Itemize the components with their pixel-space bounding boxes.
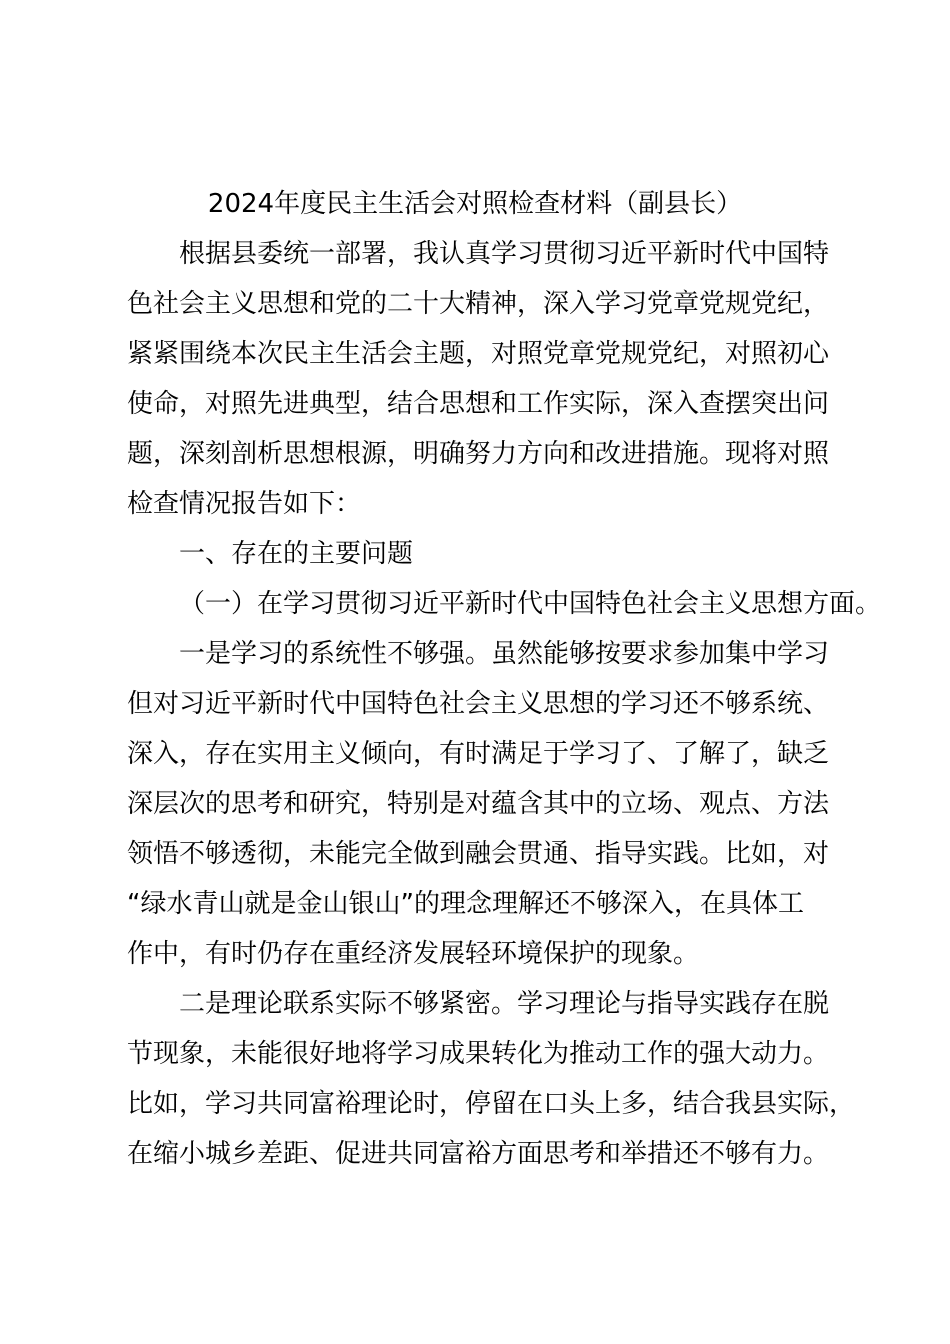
paragraph-line: 二是理论联系实际不够紧密。学习理论与指导实践存在脱 [179,989,830,1019]
paragraph-line: 使命，对照先进典型，结合思想和工作实际，深入查摆突出问 [127,389,830,419]
section-heading: 一、存在的主要问题 [179,539,414,569]
paragraph-line: 深入，存在实用主义倾向，有时满足于学习了、了解了，缺乏 [127,739,830,769]
subsection-heading: （一）在学习贯彻习近平新时代中国特色社会主义思想方面。 [179,589,882,619]
paragraph-line: 在缩小城乡差距、促进共同富裕方面思考和举措还不够有力。 [127,1139,830,1169]
paragraph-line: 但对习近平新时代中国特色社会主义思想的学习还不够系统、 [127,689,830,719]
paragraph-line: 领悟不够透彻，未能完全做到融会贯通、指导实践。比如，对 [127,839,830,869]
paragraph-line: “绿水青山就是金山银山”的理念理解还不够深入，在具体工 [127,889,804,919]
paragraph-line: 紧紧围绕本次民主生活会主题，对照党章党规党纪，对照初心 [127,339,830,369]
document-title: 2024年度民主生活会对照检查材料（副县长） [207,189,743,219]
paragraph-line: 检查情况报告如下： [127,489,362,519]
paragraph-line: 一是学习的系统性不够强。虽然能够按要求参加集中学习 [179,639,830,669]
paragraph-line: 题，深刻剖析思想根源，明确努力方向和改进措施。现将对照 [127,439,830,469]
paragraph-line: 比如，学习共同富裕理论时，停留在口头上多，结合我县实际， [127,1089,856,1119]
paragraph-line: 色社会主义思想和党的二十大精神，深入学习党章党规党纪， [127,289,830,319]
paragraph-line: 作中，有时仍存在重经济发展轻环境保护的现象。 [127,939,700,969]
paragraph-line: 节现象，未能很好地将学习成果转化为推动工作的强大动力。 [127,1039,830,1069]
paragraph-line: 根据县委统一部署，我认真学习贯彻习近平新时代中国特 [179,239,830,269]
paragraph-line: 深层次的思考和研究，特别是对蕴含其中的立场、观点、方法 [127,789,830,819]
